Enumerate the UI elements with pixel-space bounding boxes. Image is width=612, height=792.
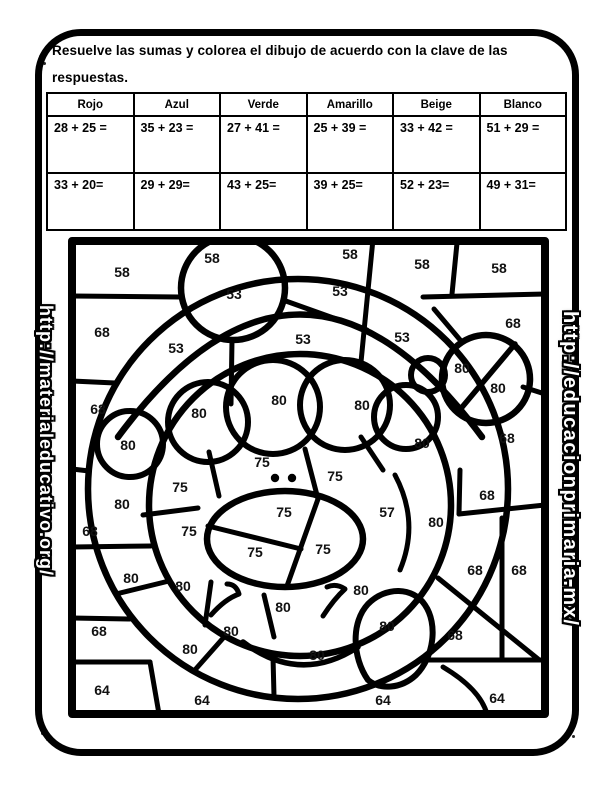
- region-number: 75: [315, 541, 331, 557]
- region-number: 80: [428, 514, 444, 530]
- region-number: 68: [499, 430, 515, 446]
- sum-cell: 49 + 31=: [480, 173, 567, 230]
- sum-cell: 29 + 29=: [134, 173, 221, 230]
- corner-dot: [43, 62, 46, 65]
- region-number: 80: [120, 437, 136, 453]
- region-number: 68: [511, 562, 527, 578]
- region-number: 75: [327, 468, 343, 484]
- region-number: 68: [479, 487, 495, 503]
- region-number: 80: [223, 623, 239, 639]
- smile-right: [323, 585, 345, 616]
- region-number: 58: [204, 250, 220, 266]
- region-number: 68: [90, 401, 106, 417]
- region-number: 75: [172, 479, 188, 495]
- right-eye-dot: [288, 474, 296, 482]
- region-number: 58: [414, 256, 430, 272]
- region-number: 75: [254, 454, 270, 470]
- region-number: 68: [467, 562, 483, 578]
- answer-key-table: [46, 92, 567, 231]
- sum-cell: 43 + 25=: [220, 173, 307, 230]
- region-number: 80: [123, 570, 139, 586]
- corner-dot: [46, 738, 49, 741]
- sum-cell: 52 + 23=: [393, 173, 480, 230]
- corner-dot: [572, 735, 575, 738]
- smile-left: [211, 584, 239, 615]
- region-number: 53: [332, 283, 348, 299]
- region-number: 75: [276, 504, 292, 520]
- color-column-header: Amarillo: [307, 93, 394, 116]
- sum-cell: 33 + 20=: [47, 173, 134, 230]
- color-column-header: Azul: [134, 93, 221, 116]
- region-number: 53: [168, 340, 184, 356]
- region-number: 57: [379, 504, 395, 520]
- region-number: 75: [247, 544, 263, 560]
- sum-cell: 27 + 41 =: [220, 116, 307, 173]
- color-column-header: Blanco: [480, 93, 567, 116]
- region-number: 53: [226, 286, 242, 302]
- corner-dot: [569, 56, 572, 59]
- sum-cell: 33 + 42 =: [393, 116, 480, 173]
- region-number: 68: [91, 623, 107, 639]
- region-number: 58: [491, 260, 507, 276]
- watermark-url-right: http://educacionprimaria.mx/: [559, 311, 581, 627]
- region-number: 58: [114, 264, 130, 280]
- region-number: 80: [454, 360, 470, 376]
- region-number: 64: [375, 692, 391, 708]
- sum-cell: 51 + 29 =: [480, 116, 567, 173]
- sum-cell: 25 + 39 =: [307, 116, 394, 173]
- region-number: 68: [82, 523, 98, 539]
- region-number: 80: [182, 641, 198, 657]
- coloring-picture: [68, 237, 549, 718]
- region-number: 80: [191, 405, 207, 421]
- corner-dot: [39, 55, 42, 58]
- region-number: 80: [175, 578, 191, 594]
- region-number: 80: [114, 496, 130, 512]
- region-number: 53: [394, 329, 410, 345]
- region-number: 80: [490, 380, 506, 396]
- sum-cell: 35 + 23 =: [134, 116, 221, 173]
- region-number: 80: [414, 435, 430, 451]
- region-number: 68: [447, 627, 463, 643]
- region-number: 80: [309, 647, 325, 663]
- region-number: 80: [354, 397, 370, 413]
- left-eye-dot: [271, 474, 279, 482]
- corner-dot: [41, 732, 44, 735]
- watermark-url-left: http://materialeducativo.org/: [36, 305, 56, 577]
- region-number: 80: [379, 618, 395, 634]
- region-number: 64: [489, 690, 505, 706]
- region-number: 64: [94, 682, 110, 698]
- region-number: 80: [275, 599, 291, 615]
- region-number: 75: [181, 523, 197, 539]
- sum-cell: 28 + 25 =: [47, 116, 134, 173]
- corner-dot: [567, 729, 570, 732]
- region-number: 58: [342, 246, 358, 262]
- region-number: 68: [94, 324, 110, 340]
- region-number: 80: [353, 582, 369, 598]
- corner-dot: [564, 49, 567, 52]
- instruction-text: Resuelve las sumas y colorea el dibujo de acuerdo con la clave de las respuestas.: [52, 43, 508, 85]
- region-number: 80: [271, 392, 287, 408]
- color-column-header: Beige: [393, 93, 480, 116]
- region-number: 68: [505, 315, 521, 331]
- region-number: 64: [194, 692, 210, 708]
- region-number: 53: [295, 331, 311, 347]
- color-column-header: Rojo: [47, 93, 134, 116]
- color-column-header: Verde: [220, 93, 307, 116]
- sum-cell: 39 + 25=: [307, 173, 394, 230]
